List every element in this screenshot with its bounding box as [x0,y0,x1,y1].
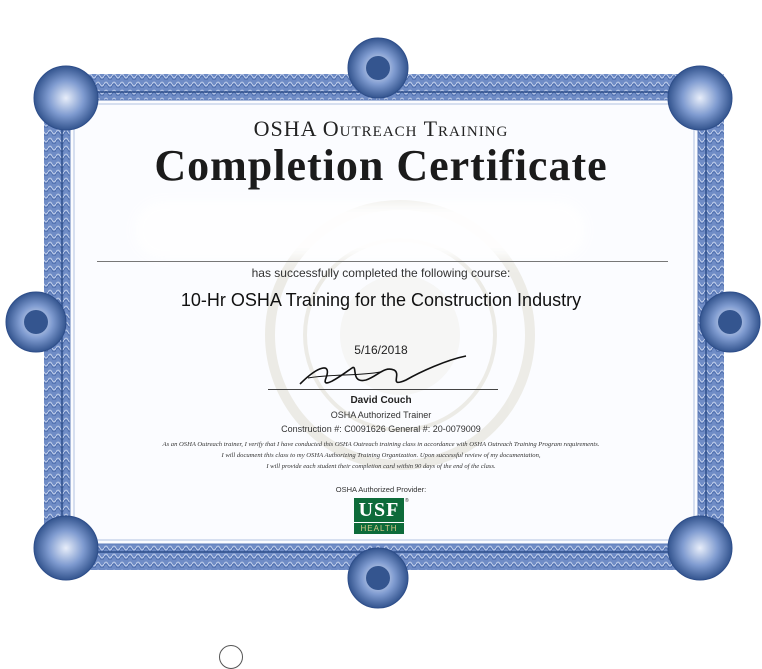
trainer-statement-line: As an OSHA Outreach trainer, I verify that I have conducted this OSHA Outreach training class in accordance with OSHA Outreach Training Program requirements. [162,441,600,448]
header-title: OSHA Outreach Training [253,116,509,141]
registered-mark: ® [405,498,409,504]
course-title: 10-Hr OSHA Training for the Construction Industry [180,290,582,310]
trainer-ids: Construction #: C0091626 General #: 20-0079009 [281,424,481,434]
recipient-name-redacted [145,212,575,248]
circle-icon [219,645,243,669]
completion-statement: has successfully completed the following course: [251,266,511,280]
recipient-name-line [97,261,668,262]
signature-line [268,389,498,390]
usf-logo-text: USF [354,498,404,522]
trainer-statement-line: I will document this class to my OSHA Authorizing Training Organization. Upon successful review of my documentation, [221,452,541,459]
trainer-name: David Couch [350,395,412,406]
completion-date: 5/16/2018 [354,343,408,357]
trainer-statement-line: I will provide each student their completion card within 90 days of the end of the class. [266,463,496,470]
trainer-role: OSHA Authorized Trainer [330,410,432,420]
certificate-title: Completion Certificate [154,141,608,190]
provider-label: OSHA Authorized Provider: [335,485,427,494]
usf-health-logo [354,498,410,534]
usf-logo-subtext: HEALTH [354,522,404,534]
